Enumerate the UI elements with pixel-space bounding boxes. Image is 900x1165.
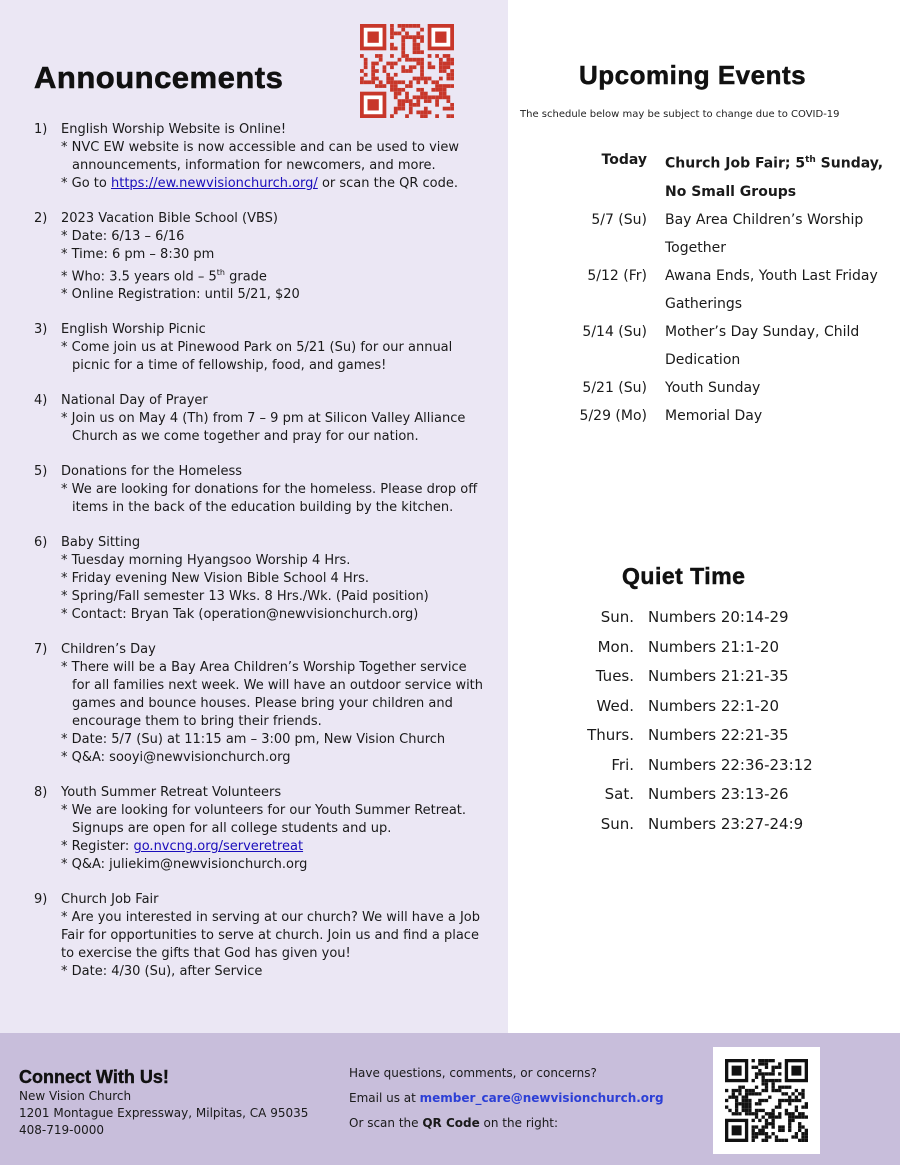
footer-questions: Have questions, comments, or concerns? [349, 1066, 597, 1080]
announcement-line [34, 659, 504, 677]
announcement-line-text: * Contact: Bryan Tak (operation@newvisionchurch.org) [61, 607, 419, 623]
quiet-time-row [560, 751, 880, 781]
events-note: The schedule below may be subject to change due to COVID-19 [520, 109, 840, 120]
announcement-line-text: * Friday evening New Vision Bible School 4 Hrs. [61, 571, 369, 587]
announcement-heading: Church Job Fair [61, 892, 159, 908]
quiet-time-row [560, 633, 880, 663]
quiet-time-row [560, 692, 880, 722]
quiet-time-day: Sun. [600, 608, 634, 626]
announcement-line-text: Fair for opportunities to serve at church. Join us and find a place [61, 928, 479, 944]
superscript: th [216, 268, 225, 277]
quiet-time-day: Mon. [597, 637, 634, 656]
footer [0, 1033, 900, 1165]
announcement-line [34, 481, 504, 499]
announcement-item [34, 210, 504, 304]
announcement-line [34, 695, 504, 713]
announcement-line [34, 945, 504, 963]
quiet-time-reference: Numbers 20:14-29 [648, 608, 789, 626]
announcement-line [34, 357, 504, 375]
announcements-title: Announcements [34, 60, 284, 95]
announcement-line-text: * We are looking for volunteers for our Youth Summer Retreat. [61, 803, 467, 819]
announcement-line [34, 713, 504, 731]
announcement-line [34, 802, 504, 820]
superscript: th [805, 155, 816, 165]
announcement-line [34, 157, 504, 175]
quiet-time-reference: Numbers 21:21-35 [648, 667, 789, 685]
event-description-text: Awana Ends, Youth Last Friday Gatherings [665, 267, 878, 312]
announcement-number: 8) [34, 785, 48, 801]
announcement-item [34, 463, 504, 517]
announcement-line-text: * Date: 5/7 (Su) at 11:15 am – 3:00 pm, New Vision Church [61, 732, 446, 748]
footer-qr-box [713, 1047, 820, 1154]
announcement-line-text: * Who: 3.5 years old – 5 [61, 269, 217, 285]
announcement-number: 3) [34, 322, 48, 338]
footer-scan-suffix: on the right: [479, 1116, 559, 1130]
announcement-heading-row [34, 210, 504, 228]
event-description-text: Church Job Fair; 5 [665, 155, 806, 172]
announcement-heading-row [34, 392, 504, 410]
quiet-time-day: Tues. [595, 667, 634, 685]
announcement-heading-row [34, 121, 504, 139]
announcement-line-text: grade [224, 269, 267, 285]
announcement-heading: Baby Sitting [61, 535, 141, 551]
announcement-number: 9) [34, 892, 48, 908]
event-row [560, 262, 890, 318]
announcement-line [34, 927, 504, 945]
announcement-link[interactable]: go.nvcng.org/serveretreat [133, 839, 304, 855]
footer-scan-line [349, 1111, 664, 1136]
announcement-line-text: Church as we come together and pray for our nation. [72, 429, 419, 445]
announcement-heading: Donations for the Homeless [61, 464, 242, 480]
announcement-line [34, 749, 504, 767]
announcement-line [34, 963, 504, 981]
announcement-item [34, 784, 504, 874]
footer-email-line [349, 1086, 664, 1111]
announcement-line-text: * Time: 6 pm – 8:30 pm [61, 247, 215, 262]
event-date: 5/7 (Su) [591, 211, 647, 228]
announcement-line-text: * Come join us at Pinewood Park on 5/21 (Su) for our annual [61, 340, 453, 356]
announcement-line [34, 838, 504, 856]
footer-org: New Vision Church [19, 1089, 132, 1103]
announcement-heading-row [34, 534, 504, 552]
announcement-line-text: * Spring/Fall semester 13 Wks. 8 Hrs./Wk. (Paid position) [61, 589, 429, 605]
announcement-line [34, 264, 504, 286]
quiet-time-reference: Numbers 23:13-26 [648, 785, 789, 803]
announcement-number: 2) [34, 211, 48, 226]
announcement-heading-row [34, 463, 504, 481]
event-description [647, 318, 887, 374]
announcement-line-text: games and bounce houses. Please bring your children and [72, 696, 453, 712]
announcement-line-text: announcements, information for newcomers, and more. [72, 158, 436, 173]
announcement-heading: Youth Summer Retreat Volunteers [61, 785, 282, 801]
qr-code-icon[interactable] [360, 24, 454, 118]
announcement-line [34, 606, 504, 624]
event-description-text: Memorial Day [665, 407, 763, 424]
events-table [560, 146, 890, 430]
event-description-text: Youth Sunday [665, 379, 761, 396]
quiet-time-row [560, 662, 880, 692]
announcement-number: 7) [34, 642, 48, 658]
footer-address: 1201 Montague Expressway, Milpitas, CA 95035 [19, 1106, 309, 1120]
event-description [647, 206, 887, 262]
announcement-line-text: picnic for a time of fellowship, food, and games! [72, 358, 387, 374]
quiet-time-reference: Numbers 22:21-35 [648, 726, 789, 744]
event-description [647, 146, 887, 206]
announcement-heading: English Worship Picnic [61, 322, 206, 338]
announcement-item [34, 321, 504, 375]
announcement-line-text: to exercise the gifts that God has given you! [61, 946, 351, 962]
announcement-line-text: encourage them to bring their friends. [72, 714, 322, 730]
announcement-line-text: * There will be a Bay Area Children’s Worship Together service [61, 660, 467, 676]
event-date: Today [601, 152, 647, 168]
announcements-list [34, 121, 504, 998]
announcement-line [34, 820, 504, 838]
announcement-line [34, 246, 504, 264]
event-description [647, 374, 887, 402]
quiet-time-day: Sun. [600, 814, 634, 833]
announcement-line [34, 677, 504, 695]
quiet-time-reference: Numbers 23:27-24:9 [648, 814, 804, 833]
announcement-line [34, 410, 504, 428]
announcement-line [34, 909, 504, 927]
announcement-heading-row [34, 641, 504, 659]
event-description-text: Sunday, No Small Groups [665, 155, 884, 200]
announcement-heading-row [34, 784, 504, 802]
event-date: 5/21 (Su) [582, 379, 647, 396]
event-description [647, 402, 887, 430]
quiet-time-title: Quiet Time [622, 563, 746, 589]
quiet-time-table [560, 603, 880, 839]
event-description-text: Mother’s Day Sunday, Child Dedication [665, 323, 860, 368]
announcement-item [34, 392, 504, 446]
announcement-item [34, 641, 504, 767]
footer-email-link[interactable]: member_care@newvisionchurch.org [419, 1091, 664, 1105]
event-date: 5/29 (Mo) [579, 407, 647, 424]
announcement-item [34, 121, 504, 193]
announcement-line [34, 499, 504, 517]
announcement-heading: National Day of Prayer [61, 393, 208, 409]
event-description [647, 262, 887, 318]
announcement-line [34, 286, 504, 304]
footer-email-prefix: Email us at [349, 1091, 420, 1105]
announcement-line [34, 731, 504, 749]
announcement-link[interactable]: https://ew.newvisionchurch.org/ [110, 176, 318, 191]
event-row [560, 206, 890, 262]
quiet-time-day: Sat. [604, 785, 634, 803]
event-date: 5/14 (Su) [582, 323, 647, 340]
quiet-time-reference: Numbers 22:36-23:12 [648, 755, 813, 774]
announcement-line-text: * Tuesday morning Hyangsoo Worship 4 Hrs. [61, 553, 351, 569]
announcement-heading-row [34, 891, 504, 909]
quiet-time-row [560, 721, 880, 751]
event-row [560, 402, 890, 430]
footer-phone: 408-719-0000 [19, 1123, 105, 1137]
announcement-line [34, 139, 504, 157]
announcement-number: 5) [34, 464, 48, 480]
event-row [560, 146, 890, 206]
announcement-line-text: for all families next week. We will have an outdoor service with [72, 678, 484, 694]
announcement-line-text: * Q&A: sooyi@newvisionchurch.org [61, 750, 291, 766]
footer-contact [349, 1061, 664, 1136]
event-row [560, 318, 890, 374]
announcement-heading: English Worship Website is Online! [61, 122, 287, 137]
announcement-line [34, 228, 504, 246]
announcement-number: 1) [34, 122, 48, 137]
footer-scan-bold: QR Code [422, 1116, 480, 1130]
announcement-heading-row [34, 321, 504, 339]
announcement-line-text: * Q&A: juliekim@newvisionchurch.org [61, 857, 308, 873]
announcement-line-text: * We are looking for donations for the homeless. Please drop off [61, 482, 478, 498]
announcement-heading: Children’s Day [61, 642, 156, 658]
announcement-line [34, 175, 504, 193]
footer-title: Connect With Us! [19, 1067, 169, 1087]
quiet-time-row [560, 810, 880, 840]
announcement-line-text: * Join us on May 4 (Th) from 7 – 9 pm at Silicon Valley Alliance [61, 411, 466, 427]
footer-address-block [19, 1088, 308, 1139]
announcement-line [34, 570, 504, 588]
footer-scan-prefix: Or scan the [349, 1116, 423, 1130]
event-description-text: Bay Area Children’s Worship Together [665, 211, 864, 256]
quiet-time-day: Wed. [596, 696, 634, 715]
announcement-item [34, 891, 504, 981]
announcement-line-text: or scan the QR code. [317, 176, 458, 191]
announcement-heading: 2023 Vacation Bible School (VBS) [61, 211, 279, 226]
announcement-line-text: items in the back of the education building by the kitchen. [72, 500, 454, 516]
announcement-line-text: Signups are open for all college students and up. [72, 821, 392, 837]
quiet-time-row [560, 603, 880, 633]
quiet-time-day: Fri. [611, 755, 634, 774]
announcement-line [34, 339, 504, 357]
announcement-line-text: * NVC EW website is now accessible and can be used to view [61, 140, 460, 155]
announcement-number: 4) [34, 393, 48, 409]
announcement-number: 6) [34, 535, 48, 551]
announcement-line-text: * Are you interested in serving at our church? We will have a Job [61, 910, 480, 926]
announcement-line [34, 428, 504, 446]
quiet-time-row [560, 780, 880, 810]
event-row [560, 374, 890, 402]
announcement-line-text: * Date: 4/30 (Su), after Service [61, 964, 263, 980]
quiet-time-day: Thurs. [587, 726, 634, 744]
announcement-line-text: * Date: 6/13 – 6/16 [61, 229, 185, 244]
events-title: Upcoming Events [579, 60, 807, 90]
qr-code-icon[interactable] [725, 1059, 808, 1142]
quiet-time-reference: Numbers 21:1-20 [648, 637, 780, 656]
announcement-line-text: * Register: [61, 839, 134, 855]
announcement-line-text: * Online Registration: until 5/21, $20 [61, 287, 300, 303]
announcement-line [34, 856, 504, 874]
announcement-line [34, 552, 504, 570]
quiet-time-reference: Numbers 22:1-20 [648, 696, 780, 715]
event-date: 5/12 (Fr) [587, 267, 647, 284]
announcement-item [34, 534, 504, 624]
announcement-line-text: * Go to [61, 176, 111, 191]
announcement-line [34, 588, 504, 606]
